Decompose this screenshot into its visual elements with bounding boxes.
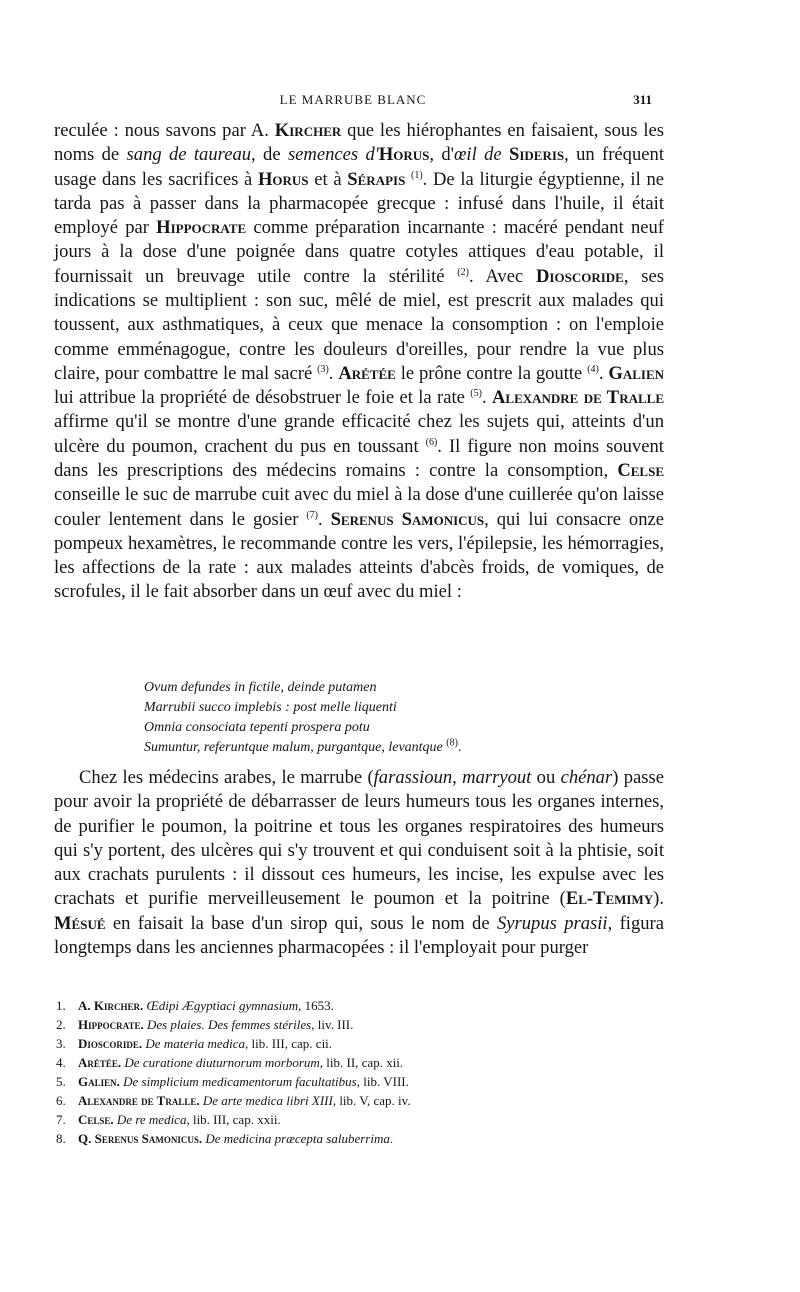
footnote: 5. Galien. De simplicium medicamentorum facultatibus, lib. VIII. <box>56 1074 409 1089</box>
footnotes <box>56 996 616 1148</box>
author-dioscoride: Dioscoride <box>535 265 624 287</box>
verse-line: Ovum defundes in fictile, deinde putamen <box>144 680 377 695</box>
note-ref-7: (7) <box>306 509 318 521</box>
footnote: 3. Dioscoride. De materia medica, lib. III, cap. cii. <box>56 1036 333 1051</box>
page-header <box>54 92 652 110</box>
note-ref-2: (2) <box>457 266 469 278</box>
author-alexandre: Alexandre de Tralle <box>491 387 664 409</box>
author-serenus: Serenus Samonicus <box>330 508 485 530</box>
note-ref-3: (3) <box>317 363 329 375</box>
note-ref-8: (8) <box>446 737 458 749</box>
note-ref-1: (1) <box>411 169 423 181</box>
note-ref-6: (6) <box>425 436 438 448</box>
footnote: 1. A. Kircher. Œdipi Ægyptiaci gymnasium, 1653. <box>56 998 334 1013</box>
author-mesue: Mésué <box>54 912 106 934</box>
footnote: 7. Celse. De re medica, lib. III, cap. xxii. <box>56 1112 281 1127</box>
page-number: 311 <box>633 92 652 107</box>
verse-line: Sumuntur, referuntque malum, purgantque, levantque $^{(8)}$. <box>144 737 462 755</box>
note-ref-4: (4) <box>587 363 599 375</box>
footnote: 8. Q. Serenus Samonicus. De medicina præcepta saluberrima. <box>56 1131 394 1146</box>
author-galien: Galien <box>608 362 665 384</box>
footnote: 2. Hippocrate. Des plaies. Des femmes stériles, liv. III. <box>56 1017 354 1032</box>
footnote: 4. Arétée. De curatione diuturnorum morborum, lib. II, cap. xii. <box>56 1055 404 1070</box>
paragraph-arab-physicians: Chez les médecins arabes, le marrube (farassioun, marryout ou chénar) passe pour avoir la propriété de débarrasser de leurs humeurs tous les organes internes, de purifier le poumon, la poitrine et tous les organes respiratoires des humeurs qui s'y portent, des ulcères qui s'y trouvent et qui conduisent soit à la phtisie, soit aux crachats purulents : il dissout ces humeurs, les incise, les expulse avec les crachats et purifie merveilleusement le poumon et la poitrine (El-Temimy). Mésué en faisait la base d'un sirop qui, sous le nom de Syrupus prasii, figura longtemps dans les anciennes pharmacopées : il l'employait pour purger <box>54 767 664 958</box>
author-aretee: Arétée <box>338 362 396 384</box>
verse-line: Omnia consociata tepenti prospera potu <box>144 720 370 735</box>
footnote: 6. Alexandre de Tralle. De arte medica libri XIII, lib. V, cap. iv. <box>56 1093 411 1108</box>
author-hippocrate: Hippocrate <box>156 217 247 239</box>
paragraph-history: reculée : nous savons par A. Kircher que les hiérophantes en faisaient, sous les noms de sang de taureau, de semences d'Horus, d'œil de Sideris, un fréquent usage dans les sacrifices à Horus et à Sérapis $^{(1)}$. De la liturgie égyptienne, il ne tarda pas à passer dans la pharmacopée grecque : infusé dans l'huile, il était employé par Hippocrate comme préparation incarnante : macéré pendant neuf jours à la dose d'une poignée dans quatre cotyles attiques d'eau potable, il fournissait un breuvage utile contre la stérilité $^{(2)}$. Avec Dioscoride, ses indications se multiplient : son suc, mêlé de miel, est prescrit aux malades qui toussent, aux asthmatiques, à ceux que menace la consomption : on l'emploie comme emménagogue, contre les douleurs d'oreilles, pour rendre la vue plus claire, pour combattre le mal sacré $^{(3)}$. Arétée le prône contre la goutte $^{(4)}$. Galien lui attribue la propriété de désobstruer le foie et la rate $^{(5)}$. Alexandre de Tralle affirme qu'il se montre d'une grande efficacité chez les sujets qui, atteints d'un ulcère du poumon, crachent du pus en toussant $^{(6)}$. Il figure non moins souvent dans les prescriptions des médecins romains : contre la consomption, Celse conseille le suc de marrube cuit avec du miel à la dose d'une cuillerée qu'on laisse couler lentement dans le gosier $^{(7)}$. Serenus Samonicus, qui lui consacre onze pompeux hexamètres, le recommande contre les vers, l'épilepsie, les hémorragies, les affections de la rate : aux malades atteints d'abcès froids, de vomiques, de scrofules, il le fait absorber dans un œuf avec du miel : <box>54 120 665 603</box>
author-kircher: Kircher <box>274 120 342 141</box>
author-celse: Celse <box>617 459 664 481</box>
author-el-temimy: El-Temimy <box>565 888 654 910</box>
verse-line: Marrubii succo implebis : post melle liquenti <box>144 700 397 715</box>
running-title: LE MARRUBE BLANC <box>279 92 427 107</box>
latin-verse-quote <box>144 678 594 758</box>
note-ref-5: (5) <box>470 387 482 399</box>
